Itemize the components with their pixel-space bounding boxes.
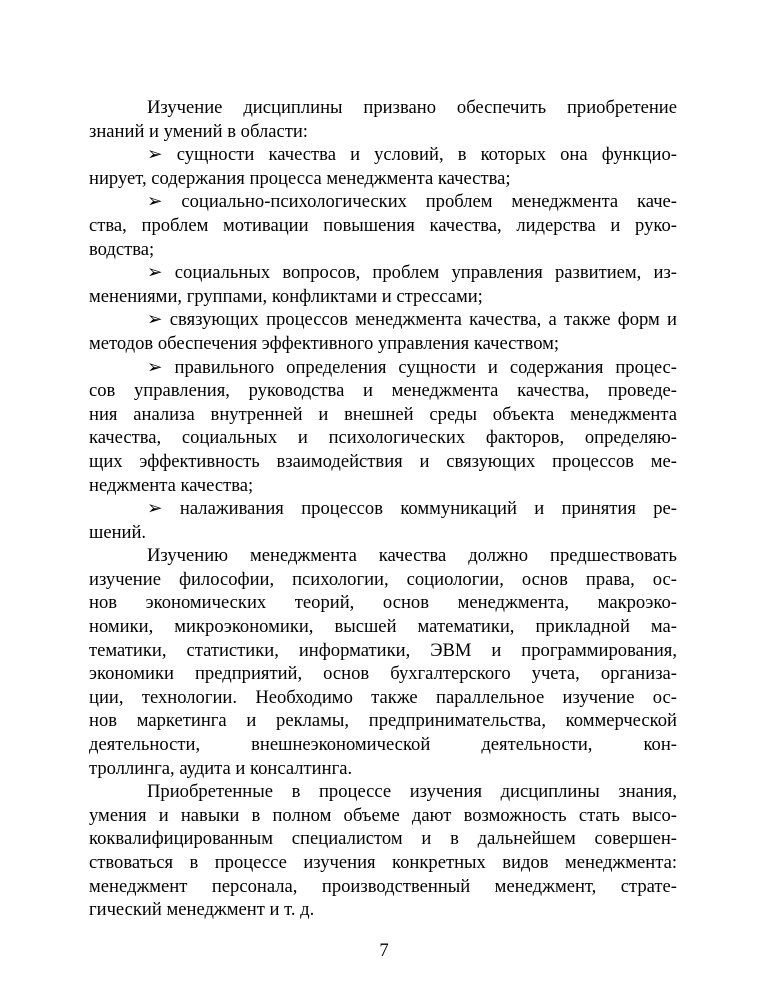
- list-item-line: неджмента качества;: [89, 474, 254, 496]
- paragraph-line: умения и навыки в полном объеме дают возможность стать высо-: [89, 804, 677, 826]
- paragraph-line: экономики предприятий, основ бухгалтерского учета, организа-: [89, 663, 677, 685]
- paragraph-line: деятельности, внешнеэкономической деятельности, кон-: [89, 734, 677, 756]
- list-item-line: качества, социальных и психологических факторов, определяю-: [89, 427, 677, 449]
- paragraph-line: нов маркетинга и рекламы, предпринимательства, коммерческой: [89, 710, 677, 732]
- paragraph-line: Изучению менеджмента качества должно предшествовать: [147, 545, 677, 567]
- paragraph-line: гический менеджмент и т. д.: [89, 899, 315, 921]
- paragraph-line: коквалифицированным специалистом и в дальнейшем совершен-: [89, 828, 677, 850]
- page-number: 7: [379, 940, 389, 961]
- list-item-line: щих эффективность взаимодействия и связующих процессов ме-: [89, 450, 677, 472]
- paragraph-line: тематики, статистики, информатики, ЭВМ и программирования,: [89, 639, 677, 661]
- paragraph-line: нов экономических теорий, основ менеджмента, макроэко-: [89, 592, 677, 614]
- paragraph-line: номики, микроэкономики, высшей математики, прикладной ма-: [89, 616, 677, 638]
- list-item-line: ➢ социально-психологических проблем менеджмента каче-: [147, 191, 677, 213]
- list-item-line: нирует, содержания процесса менеджмента качества;: [89, 167, 511, 189]
- list-item-line: водства;: [89, 238, 155, 260]
- list-item-line: ➢ сущности качества и условий, в которых она функцио-: [147, 144, 677, 166]
- list-item-line: ➢ налаживания процессов коммуникаций и принятия ре-: [147, 498, 677, 520]
- list-item-line: ➢ связующих процессов менеджмента качества, а также форм и: [147, 309, 677, 331]
- list-item-line: методов обеспечения эффективного управления качеством;: [89, 332, 560, 354]
- intro-line: знаний и умений в области:: [89, 120, 308, 142]
- page-body: [89, 96, 677, 922]
- paragraph-line: Приобретенные в процессе изучения дисциплины знания,: [147, 781, 677, 803]
- list-item-line: ➢ правильного определения сущности и содержания процес-: [147, 356, 677, 378]
- list-item-line: менениями, группами, конфликтами и стрессами;: [89, 285, 483, 307]
- paragraph-line: менеджмент персонала, производственный менеджмент, страте-: [89, 875, 677, 897]
- paragraph-line: троллинга, аудита и консалтинга.: [89, 757, 353, 779]
- paragraph-line: ции, технологии. Необходимо также параллельное изучение ос-: [89, 686, 677, 708]
- paragraph-line: ствоваться в процессе изучения конкретных видов менеджмента:: [89, 852, 677, 873]
- list-item-line: ства, проблем мотивации повышения качества, лидерства и руко-: [89, 214, 677, 236]
- list-item-line: ➢ социальных вопросов, проблем управления развитием, из-: [147, 262, 677, 284]
- intro-line: Изучение дисциплины призвано обеспечить приобретение: [147, 97, 677, 118]
- paragraph-line: изучение философии, психологии, социологии, основ права, ос-: [89, 568, 677, 590]
- list-item-line: шений.: [89, 521, 147, 543]
- list-item-line: ния анализа внутренней и внешней среды объекта менеджмента: [89, 403, 677, 425]
- list-item-line: сов управления, руководства и менеджмента качества, проведе-: [89, 380, 677, 402]
